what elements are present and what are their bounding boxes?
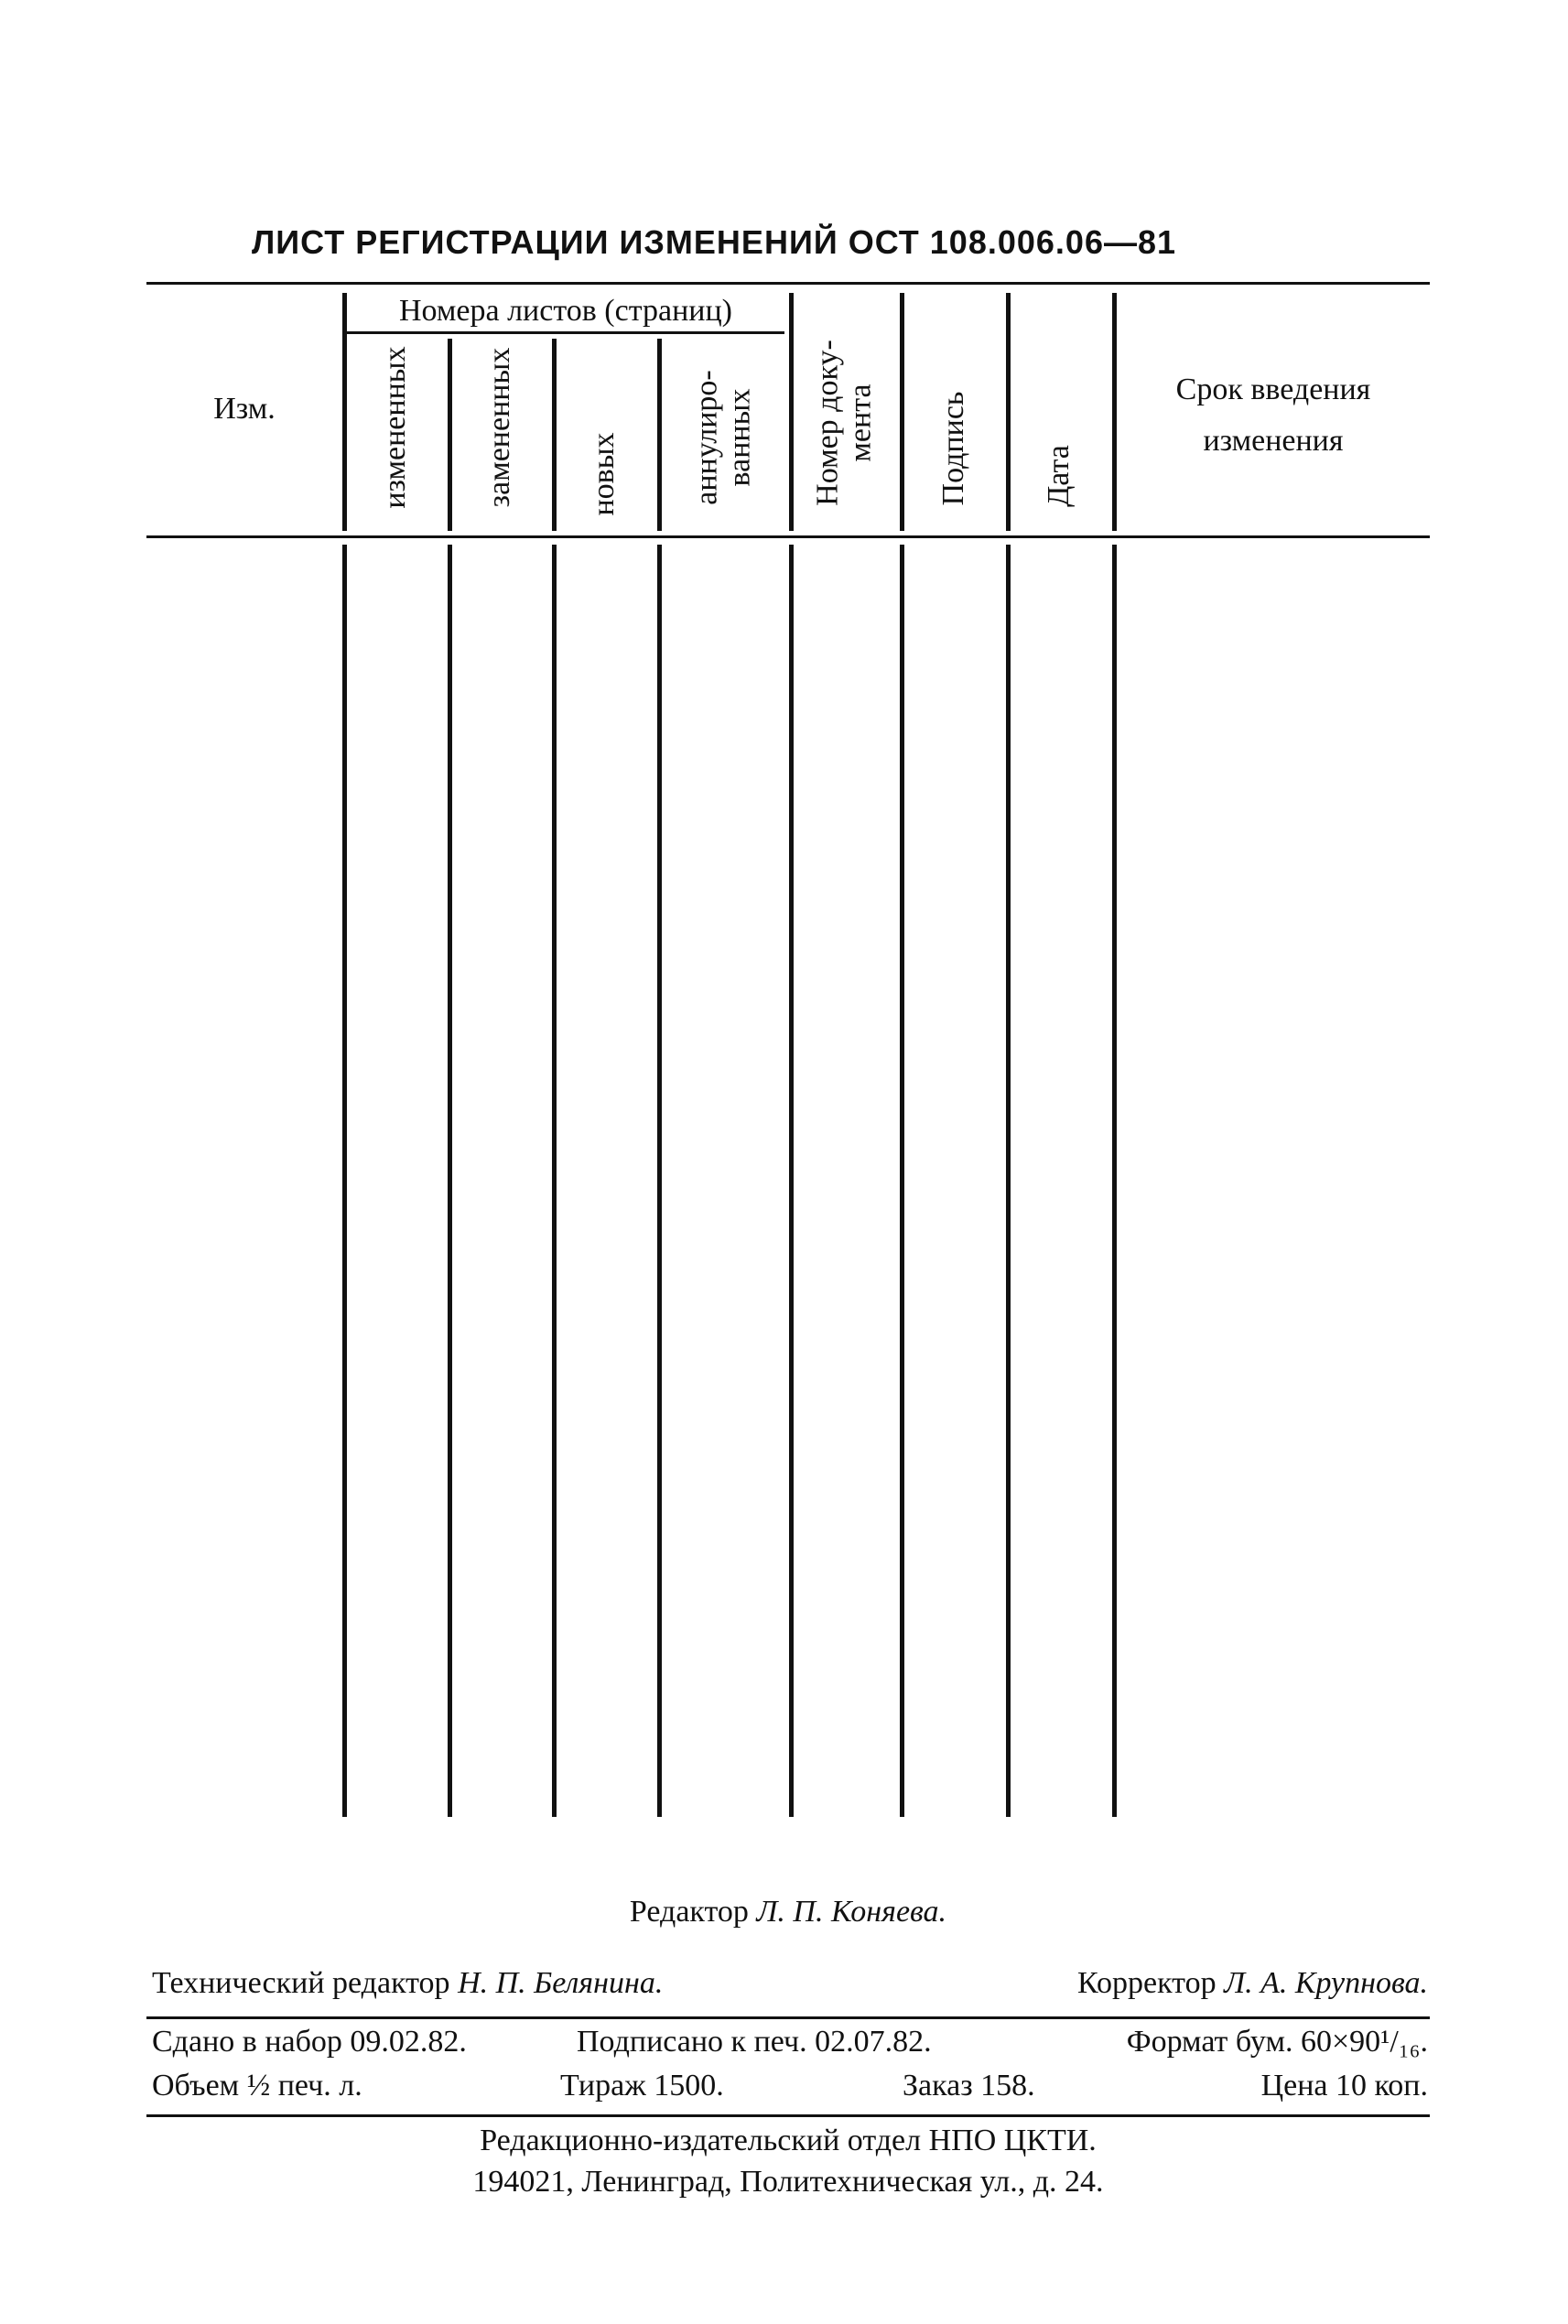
column-divider — [900, 293, 904, 531]
editor-name: Л. П. Коняева. — [756, 1895, 947, 1929]
corrector-label: Корректор — [1077, 1966, 1217, 2000]
column-header-annulled — [690, 370, 755, 504]
column-divider — [657, 545, 662, 1817]
column-header-document-number — [811, 340, 876, 506]
column-divider — [1006, 293, 1011, 531]
tech-editor-line — [152, 1966, 663, 2001]
group-header-rule — [347, 331, 784, 334]
column-group-header: Номера листов (страниц) — [398, 294, 732, 328]
column-header-document-number-line2: мента — [843, 384, 877, 462]
imprint-top-rule — [146, 2016, 1430, 2019]
page-title: ЛИСТ РЕГИСТРАЦИИ ИЗМЕНЕНИЙ ОСТ 108.006.06—81 — [251, 223, 1177, 261]
column-header-izm: Изм. — [213, 392, 276, 426]
imprint-run: Тираж 1500. — [560, 2069, 724, 2102]
column-divider — [900, 545, 904, 1817]
imprint-sent: Сдано в набор 09.02.82. — [152, 2025, 467, 2059]
column-header-annulled-line2: ванных — [722, 388, 756, 487]
column-header-term-line2: изменения — [1203, 424, 1344, 458]
corrector-name: Л. А. Крупнова. — [1224, 1966, 1428, 2000]
publisher-line2: 194021, Ленинград, Политехническая ул., д. 24. — [472, 2165, 1104, 2199]
column-header-signature: Подпись — [936, 391, 971, 506]
imprint-format: Формат бум. 60×90¹/₁₆. — [1126, 2025, 1428, 2059]
imprint-volume: Объем ½ печ. л. — [152, 2069, 362, 2102]
column-divider — [1006, 545, 1011, 1817]
column-divider — [789, 293, 794, 531]
column-divider — [789, 545, 794, 1817]
column-divider — [657, 339, 662, 531]
table-header-bottom-rule — [146, 535, 1430, 538]
tech-editor-label: Технический редактор — [152, 1966, 450, 2000]
table-top-rule — [146, 282, 1430, 285]
column-header-changed: измененных — [378, 346, 413, 509]
column-divider — [448, 545, 452, 1817]
column-divider — [342, 545, 347, 1817]
column-header-replaced: замененных — [482, 347, 517, 508]
publisher-line1: Редакционно-издательский отдел НПО ЦКТИ. — [480, 2124, 1097, 2157]
column-header-document-number-line1: Номер доку- — [810, 340, 845, 506]
corrector-line — [1077, 1966, 1428, 2001]
imprint-bottom-rule — [146, 2114, 1430, 2117]
imprint-order: Заказ 158. — [903, 2069, 1035, 2102]
column-header-term — [1117, 364, 1430, 467]
column-divider — [1112, 545, 1117, 1817]
column-divider — [448, 339, 452, 531]
column-header-term-line1: Срок введения — [1175, 373, 1371, 406]
editor-label: Редактор — [629, 1895, 749, 1929]
column-divider — [552, 339, 557, 531]
tech-editor-name: Н. П. Белянина. — [458, 1966, 664, 2000]
column-header-new: новых — [587, 432, 622, 516]
editor-line — [146, 1895, 1430, 1929]
column-header-date: Дата — [1042, 445, 1076, 507]
column-divider — [552, 545, 557, 1817]
imprint-price: Цена 10 коп. — [1260, 2069, 1428, 2102]
column-header-annulled-line1: аннулиро- — [689, 370, 724, 505]
imprint-signed: Подписано к печ. 02.07.82. — [577, 2025, 932, 2059]
